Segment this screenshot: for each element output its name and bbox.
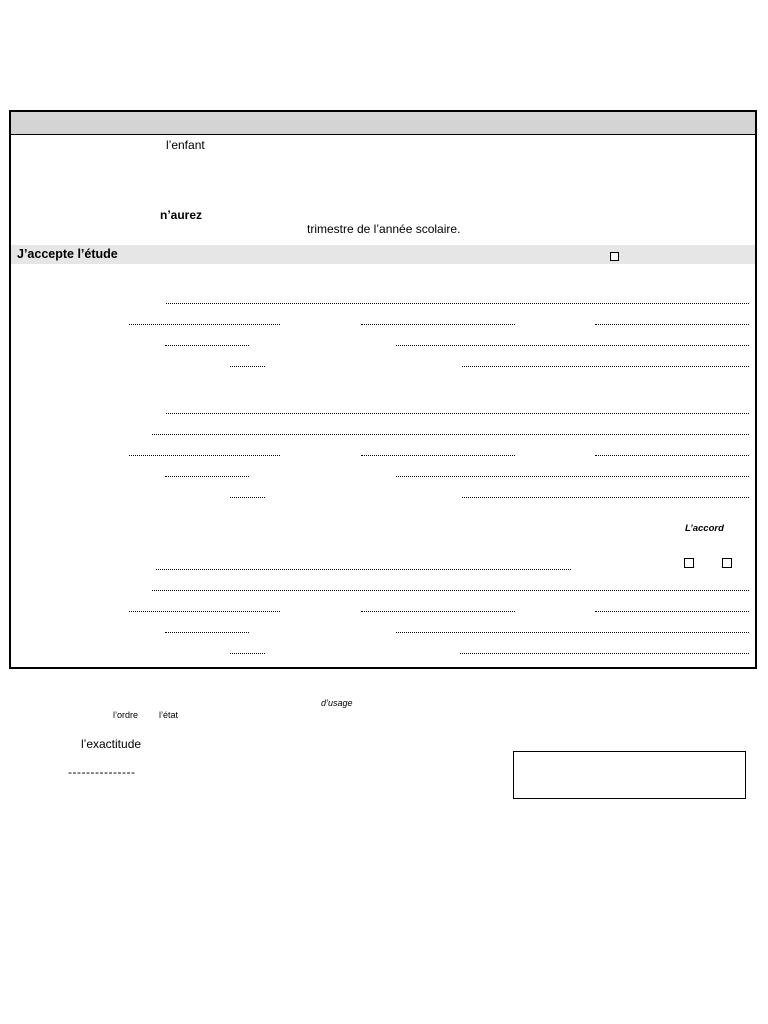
fill-line[interactable]	[396, 345, 749, 346]
fill-line[interactable]	[460, 653, 749, 654]
fill-line[interactable]	[230, 497, 265, 498]
fill-line[interactable]	[361, 324, 515, 325]
fill-line[interactable]	[462, 366, 749, 367]
fill-line[interactable]	[595, 324, 749, 325]
trimester-label: trimestre de l’année scolaire.	[307, 222, 461, 236]
fill-line[interactable]	[166, 303, 749, 304]
fill-line[interactable]	[152, 590, 749, 591]
fill-line[interactable]	[361, 611, 515, 612]
fill-line[interactable]	[129, 455, 280, 456]
accept-study-label: J’accepte l’étude	[17, 247, 118, 261]
ordre-label: l’ordre	[113, 710, 139, 720]
fill-line[interactable]	[462, 497, 749, 498]
accord-no-checkbox[interactable]	[722, 558, 732, 568]
usage-label: d’usage	[321, 698, 353, 708]
enrollment-form-frame	[9, 110, 757, 669]
stamp-box	[513, 751, 746, 799]
fill-line[interactable]	[165, 632, 249, 633]
form-header-band	[11, 112, 755, 135]
accord-yes-checkbox[interactable]	[684, 558, 694, 568]
fill-line[interactable]	[361, 455, 515, 456]
signature-dash-line: ---------------	[68, 765, 136, 779]
accept-study-checkbox[interactable]	[610, 252, 619, 261]
fill-line[interactable]	[230, 653, 265, 654]
fill-line[interactable]	[166, 413, 749, 414]
child-label: l’enfant	[166, 138, 205, 152]
fill-line[interactable]	[595, 455, 749, 456]
accept-study-row	[11, 245, 755, 264]
fill-line[interactable]	[129, 611, 280, 612]
fill-line[interactable]	[156, 569, 571, 570]
fill-line[interactable]	[165, 345, 249, 346]
fill-line[interactable]	[595, 611, 749, 612]
exactitude-label: l’exactitude	[81, 737, 142, 751]
fill-line[interactable]	[396, 476, 749, 477]
etat-label: l’état	[159, 710, 179, 720]
fill-line[interactable]	[129, 324, 280, 325]
fill-line[interactable]	[230, 366, 265, 367]
fill-line[interactable]	[152, 434, 749, 435]
accord-label: L’accord	[685, 523, 724, 534]
naurez-label: n’aurez	[160, 208, 203, 222]
fill-line[interactable]	[396, 632, 749, 633]
fill-line[interactable]	[165, 476, 249, 477]
